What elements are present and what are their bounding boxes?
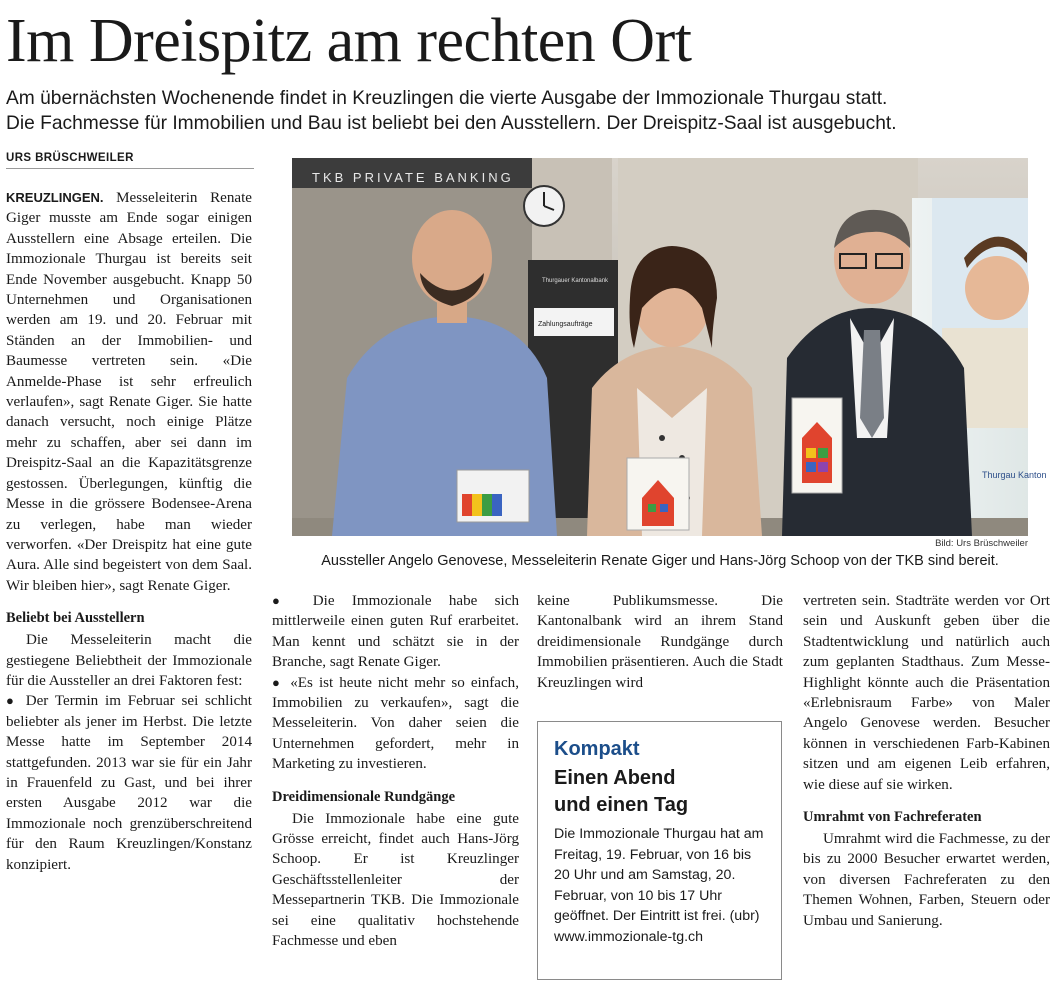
bullet-item-2 xyxy=(272,591,519,673)
bullet-icon: ● xyxy=(6,693,17,709)
column-4 xyxy=(803,591,1050,931)
intro-paragraph xyxy=(6,188,252,596)
kompakt-title xyxy=(554,765,769,819)
paragraph-stadtraete: vertreten sein. Stadträte werden vor Ort sein und Auskunft geben über die Stadtentwicklung und natürlich auch zum geplanten Stadthaus. Zum Messe-Highlight könnte auch die Präsentation «Erlebnisraum Farbe» von Maler Angelo Genovese werden. Besucher können in verschiedenen Farb-Kabinen sitzen und am eigenen Leib erfahren, wie diese auf sie wirken. xyxy=(803,593,1050,793)
headline: Im Dreispitz am rechten Ort xyxy=(6,7,692,75)
photo-illustration xyxy=(292,158,1047,536)
subhead-rundgaenge: Dreidimensionale Rundgänge xyxy=(272,788,456,805)
lead-line-1: Am übernächsten Wochenende findet in Kreuzlingen die vierte Ausgabe der Immozionale Thurgau statt. xyxy=(6,88,888,109)
column-3 xyxy=(537,591,783,693)
intro-text: Messeleiterin Renate Giger musste am Ende sogar einigen Ausstellern eine Absage erteilen. Die Immozionale Thurgau ist bereits seit Ende November ausgebucht. Knapp 50 Unternehmen und Organisationen werden am 19. und 20. Februar mit Ständen an der Immobilien- und Baumesse vertreten sein. «Die Anmelde-Phase ist sehr erfreulich verlaufen», sagt Renate Giger. Sie hatte danach versucht, noch einige Plätze mehr zu schaffen, aber sei dann im Dreispitz-Saal an die Kapazitätsgrenze gestossen. Überlegungen, künftig die Messe in die grössere Bodensee-Arena zu verlegen, habe man wieder verworfen. «Der Dreispitz hat eine gute Aura. Alle sind begeistert von dem Saal. Wir bleiben hier», sagt Renate Giger. xyxy=(6,190,252,594)
lead-text xyxy=(6,86,1051,136)
bullet-icon: ● xyxy=(272,593,294,608)
sign-text: TKB PRIVATE BANKING xyxy=(312,170,514,185)
column-2 xyxy=(272,591,519,952)
column-1 xyxy=(6,188,252,875)
paragraph-faktoren: Die Messeleiterin macht die gestiegene Beliebtheit der Immozionale für die Aussteller an drei Faktoren fest: xyxy=(6,632,252,689)
banner-text: Thurgau Kanton xyxy=(982,470,1047,480)
kompakt-title-line-1: Einen Abend xyxy=(554,767,676,789)
paragraph-publikumsmesse: keine Publikumsmesse. Die Kantonalbank wird an ihrem Stand dreidimensionale Rundgänge durch Immobilien präsentieren. Auch die Stadt Kreuzlingen wird xyxy=(537,593,783,691)
kompakt-label: Kompakt xyxy=(554,738,640,760)
article-photo xyxy=(292,158,1047,536)
bullet-item-3 xyxy=(272,673,519,775)
kompakt-text: Die Immozionale Thurgau hat am Freitag, 19. Februar, von 16 bis 20 Uhr und am Samstag, 20. Februar, von 10 bis 17 Uhr geöffnet. Der Eintritt ist frei. (ubr) xyxy=(554,826,764,925)
paragraph-groesse: Die Immozionale habe eine gute Grösse erreicht, findet auch Hans-Jörg Schoop. Er ist Kreuzlinger Geschäftsstellenleiter der Messepartnerin TKB. Die Immozionale sei eine qualitativ hochstehende Fachmesse und eben xyxy=(272,810,519,950)
kompakt-url[interactable]: www.immozionale-tg.ch xyxy=(554,928,704,945)
paragraph-fachreferate: Umrahmt wird die Fachmesse, zu der bis zu 2000 Besucher erwartet werden, von diversen Fachreferaten zu den Themen Wohnen, Farben, Steuern oder Umbau und Sanierung. xyxy=(803,831,1050,929)
kompakt-box xyxy=(537,721,782,980)
bullet-icon: ● xyxy=(272,674,283,690)
bullet-item-1 xyxy=(6,691,252,875)
kompakt-body xyxy=(554,824,769,948)
photo-caption: Aussteller Angelo Genovese, Messeleiterin Renate Giger und Hans-Jörg Schoop von der TKB sind bereit. xyxy=(321,553,999,569)
bullet-text-2: Die Immozionale habe sich mittlerweile einen guten Ruf erarbeitet. Man kennt und schätzt sie in der Branche, sagt Renate Giger. xyxy=(272,593,519,671)
lead-line-2: Die Fachmesse für Immobilien und Bau ist beliebt bei den Ausstellern. Der Dreispitz-Saal ist ausgebucht. xyxy=(6,113,897,134)
dateline: KREUZLINGEN. xyxy=(6,190,104,205)
bullet-text-3: «Es ist heute nicht mehr so einfach, Immobilien zu verkaufen», sagt die Messeleiterin. Von daher seien die Unternehmen gefordert, mehr in Marketing zu investieren. xyxy=(272,674,520,773)
subhead-fachreferate: Umrahmt von Fachreferaten xyxy=(803,809,982,826)
photo-credit: Bild: Urs Brüschweiler xyxy=(935,538,1028,549)
byline: URS BRÜSCHWEILER xyxy=(6,152,254,169)
kiosk-brand: Thurgauer Kantonalbank xyxy=(542,278,609,284)
kiosk-arrow-text: Zahlungsaufträge xyxy=(538,321,593,328)
bullet-text-1: Der Termin im Februar sei schlicht beliebter als jener im Herbst. Die letzte Messe hatte im September 2014 stattgefunden. 2013 war sie für ein Jahr in Frauenfeld zu Gast, und bei ihrer ersten Ausgabe 2012 war die Immozionale noch grenzüberschreitend für den Raum Kreuzlingen/Konstanz konzipiert. xyxy=(6,693,253,873)
kompakt-title-line-2: und einen Tag xyxy=(554,794,689,816)
subhead-beliebt: Beliebt bei Ausstellern xyxy=(6,610,145,627)
